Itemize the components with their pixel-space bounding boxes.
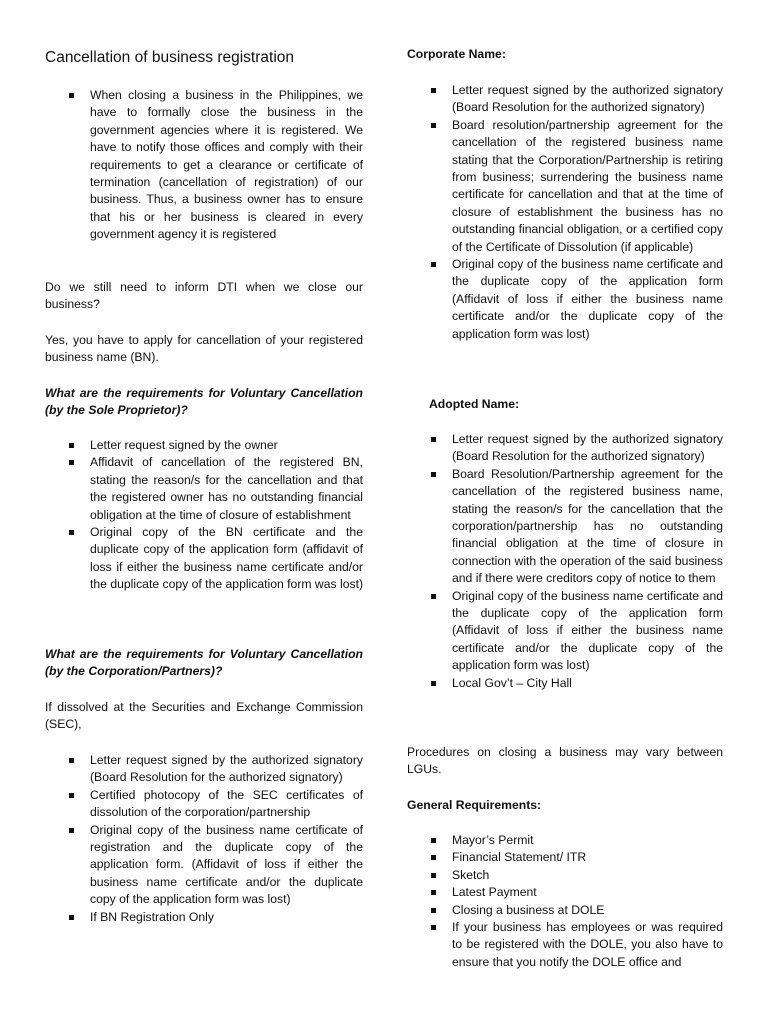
- corporation-list: [90, 752, 363, 926]
- page-title: Cancellation of business registration: [45, 49, 294, 66]
- list-item: When closing a business in the Philippines, we have to formally close the business in the government agencies where it is registered. We have to notify those offices and comply with their requirements to get a clearance or certificate of termination (cancellation of registration) of our business. Thus, a business owner has to ensure that his or her business is cleared in every government agency it is registered: [90, 87, 363, 244]
- list-item: Letter request signed by the authorized signatory (Board Resolution for the authorized signatory): [90, 752, 363, 787]
- answer-inform-dti: Yes, you have to apply for cancellation of your registered business name (BN).: [45, 333, 363, 365]
- question-inform-dti: Do we still need to inform DTI when we close our business?: [45, 280, 363, 312]
- list-item: Original copy of the BN certificate and the duplicate copy of the application form (affidavit of loss if either the business name certificate and/or the duplicate copy of the application form was lost): [90, 524, 363, 594]
- list-item: Letter request signed by the authorized signatory (Board Resolution for the authorized signatory): [452, 82, 723, 117]
- list-item: Letter request signed by the authorized signatory (Board Resolution for the authorized signatory): [452, 431, 723, 466]
- sec-intro: If dissolved at the Securities and Exchange Commission (SEC),: [45, 700, 363, 732]
- list-item: Original copy of the business name certificate of registration and the duplicate copy of the application form. (Affidavit of loss if either the business name certificate and/or the duplicate copy of the application form was lost): [90, 822, 363, 909]
- list-item: Sketch: [452, 867, 723, 884]
- list-item: Original copy of the business name certificate and the duplicate copy of the application form (Affidavit of loss if either the business name certificate and/or the duplicate copy of the application form was lost): [452, 588, 723, 675]
- sole-proprietor-list: [90, 437, 363, 594]
- list-item: Mayor’s Permit: [452, 832, 723, 849]
- list-item: Board resolution/partnership agreement for the cancellation of the registered business name stating that the Corporation/Partnership is retiring from business; surrendering the business name certificate for cancellation and that at the time of closure of establishment the business has no outstanding financial obligation, or a certified copy of the Certificate of Dissolution (if applicable): [452, 117, 723, 256]
- question-corporation: What are the requirements for Voluntary Cancellation (by the Corporation/Partners)?: [45, 647, 363, 679]
- list-item: Local Gov’t – City Hall: [452, 675, 723, 692]
- list-item: If BN Registration Only: [90, 909, 363, 926]
- question-sole-proprietor: What are the requirements for Voluntary Cancellation (by the Sole Proprietor)?: [45, 386, 363, 418]
- general-requirements-heading: General Requirements:: [407, 798, 542, 812]
- list-item: If your business has employees or was required to be registered with the DOLE, you also have to ensure that you notify the DOLE office and: [452, 919, 723, 971]
- intro-list: [90, 87, 363, 244]
- list-item: Certified photocopy of the SEC certificates of dissolution of the corporation/partnership: [90, 787, 363, 822]
- corporate-name-list: [452, 82, 723, 343]
- list-item: Original copy of the business name certificate and the duplicate copy of the application form (Affidavit of loss if either the business name certificate and/or the duplicate copy of the application form was lost): [452, 256, 723, 343]
- general-requirements-list: [452, 832, 723, 971]
- adopted-name-list: [452, 431, 723, 692]
- list-item: Financial Statement/ ITR: [452, 849, 723, 866]
- list-item: Letter request signed by the owner: [90, 437, 363, 454]
- list-item: Latest Payment: [452, 884, 723, 901]
- procedures-note: Procedures on closing a business may vary between LGUs.: [407, 745, 723, 777]
- list-item: Affidavit of cancellation of the registered BN, stating the reason/s for the cancellation and that the registered owner has no outstanding financial obligation at the time of closure of establishment: [90, 454, 363, 524]
- list-item: Closing a business at DOLE: [452, 902, 723, 919]
- adopted-name-heading: Adopted Name:: [429, 397, 520, 411]
- list-item: Board Resolution/Partnership agreement for the cancellation of the registered business name, stating the reason/s for the cancellation that the corporation/partnership has no outstanding financial obligation at the time of closure in connection with the operation of the said business and if there were creditors copy of notice to them: [452, 466, 723, 588]
- corporate-name-heading: Corporate Name:: [407, 47, 506, 61]
